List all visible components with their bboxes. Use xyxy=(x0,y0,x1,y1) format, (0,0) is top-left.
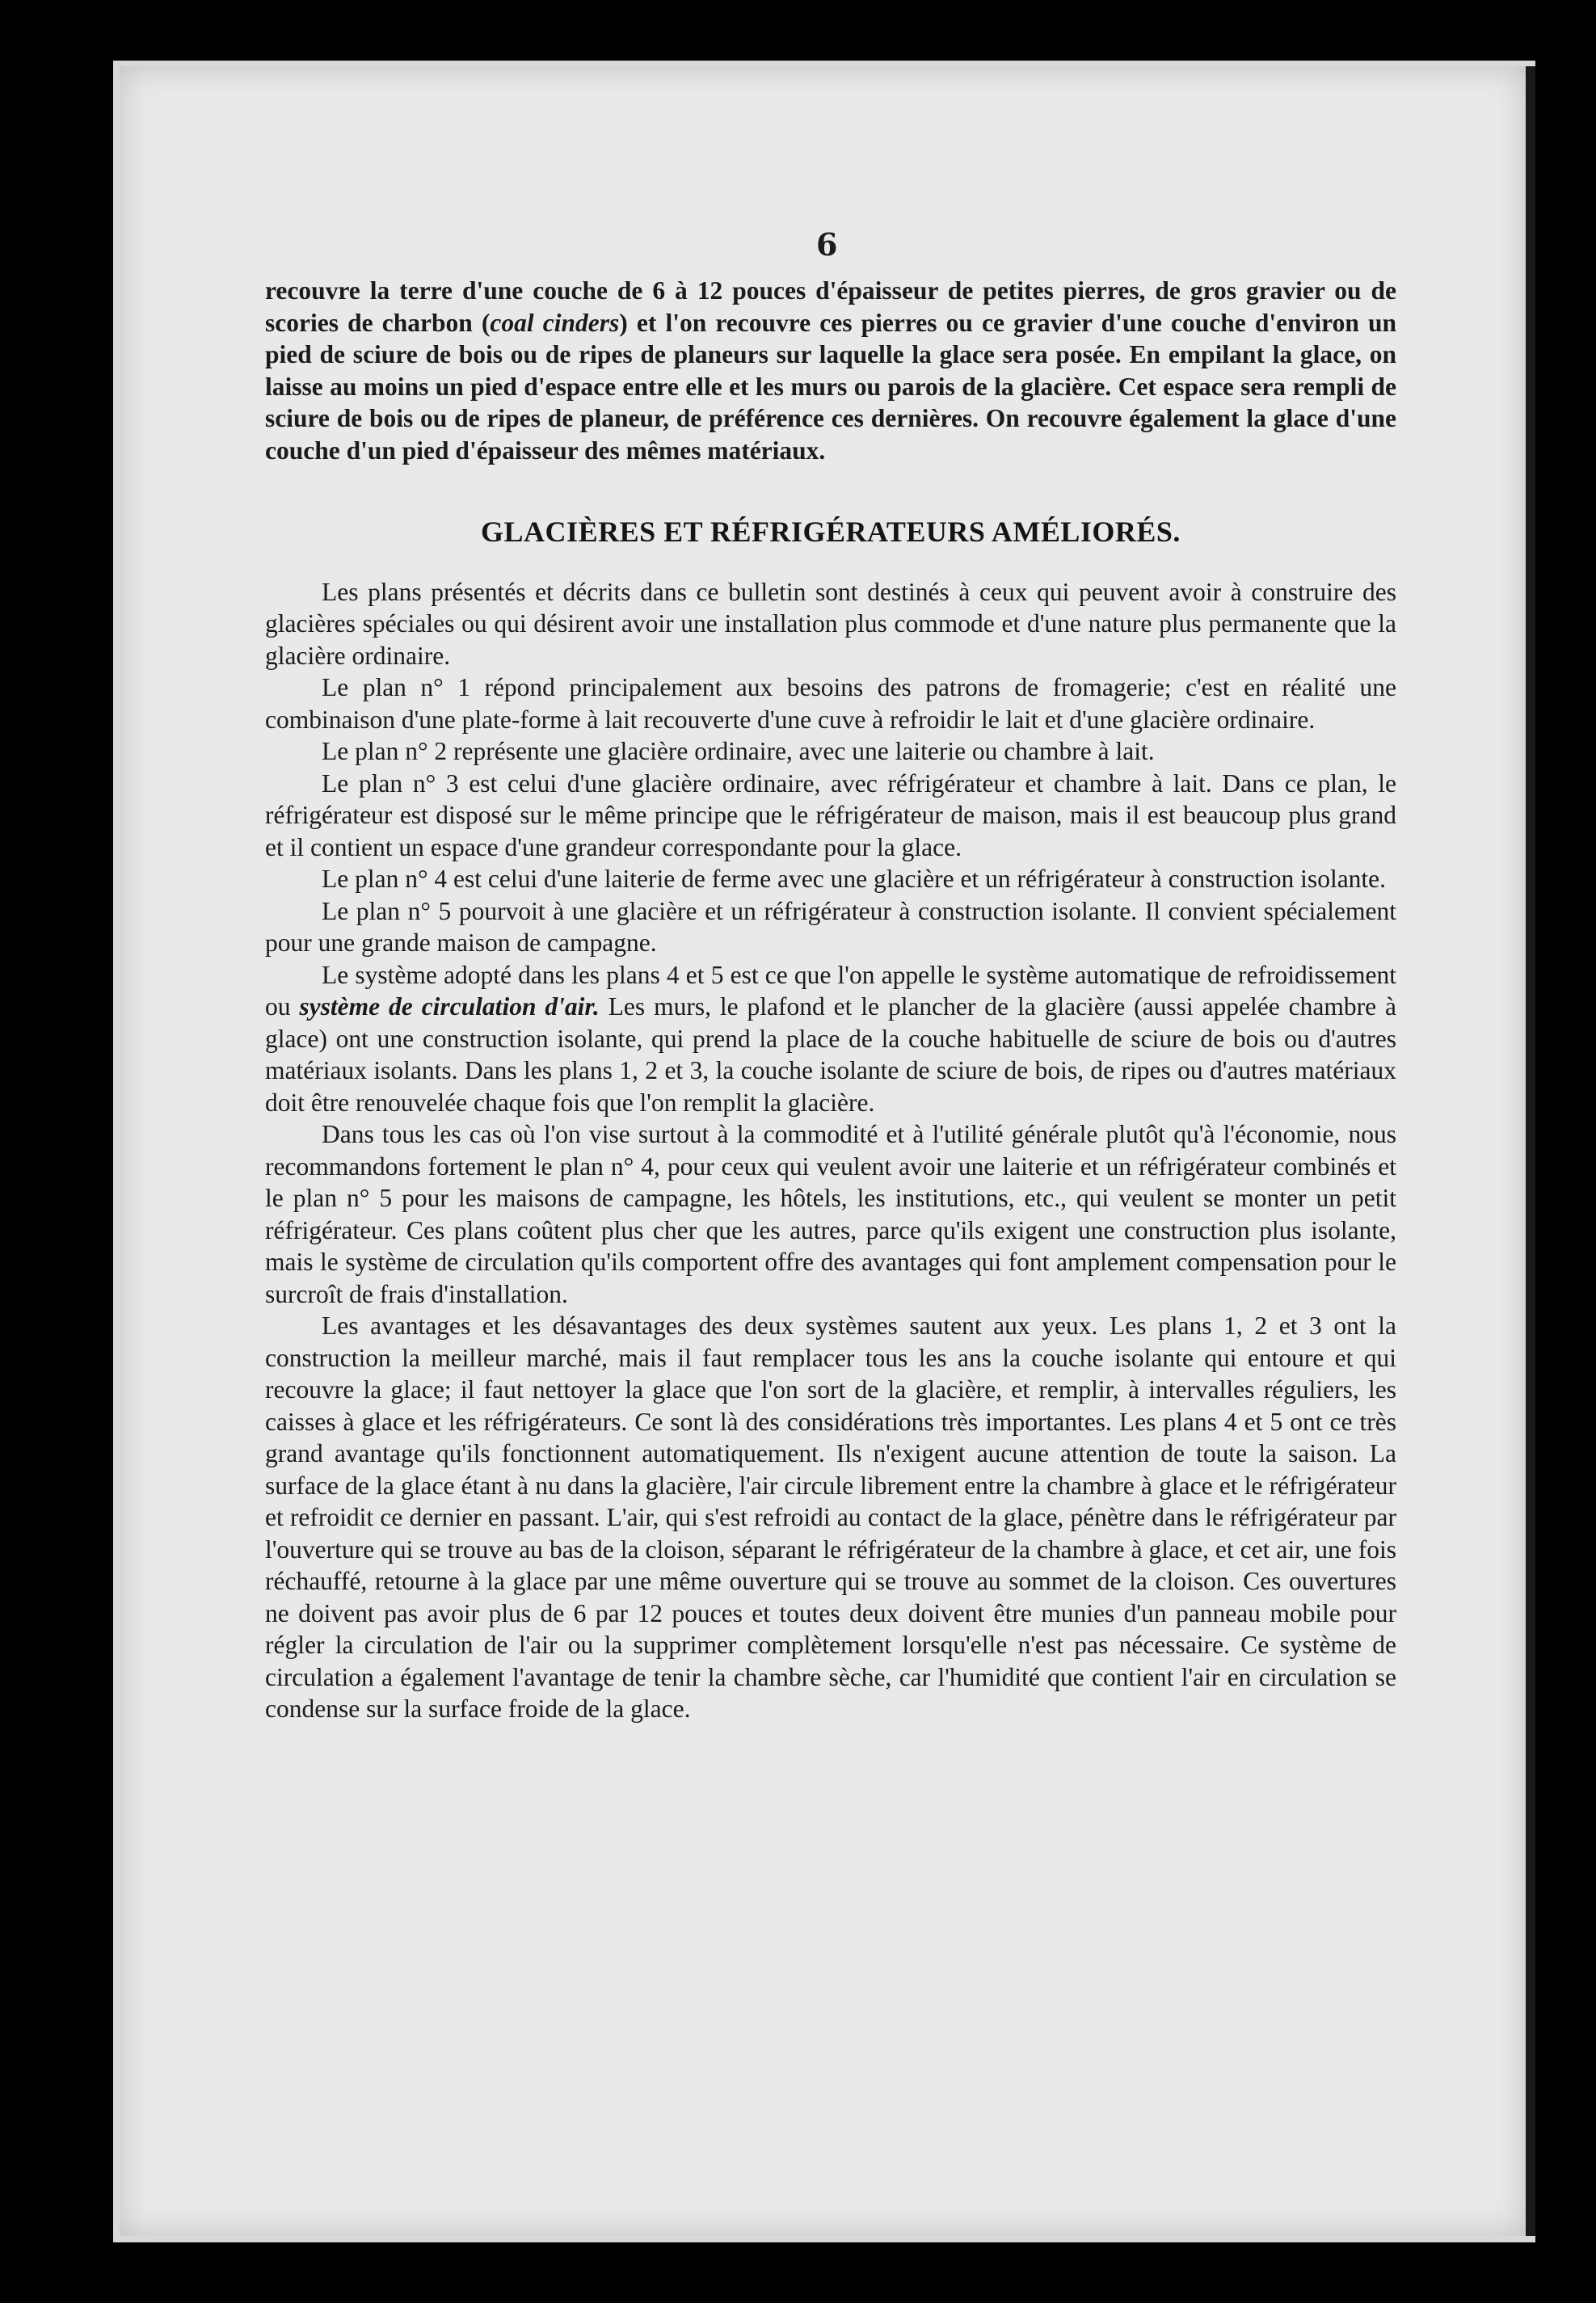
paragraph-plan-1: Le plan n° 1 répond principalement aux besoins des patrons de fromagerie; c'est en réalité une combinaison d'une plate-forme à lait recouverte d'une cuve à refroidir le lait et d'une glacière ordinaire. xyxy=(265,673,1396,734)
system-text-b: Les murs, le plafond et le plancher de la glacière (aussi appelée chambre à glace) ont une construction isolante, qui prend la place de la couche habituelle de sciure de bois ou d'autres matériaux isolants. Dans les plans 1, 2 et 3, la couche isolante de sciure de bois, de ripes ou d'autres matériaux doit être renouvelée chaque fois que l'on remplit la glacière. xyxy=(265,992,1396,1117)
system-italic-term: système de circulation d'air. xyxy=(299,992,600,1021)
page-number: 6 xyxy=(816,226,838,263)
paragraph-advantages: Les avantages et les désavantages des deux systèmes sautent aux yeux. Les plans 1, 2 et 3 ont la construction la meilleur marché, mais il faut remplacer tous les ans la couche isolante qui entoure et qui recouvre la glace; il faut nettoyer la glace que l'on sort de la glacière, et remplir, à intervalles réguliers, les caisses à glace et les réfrigérateurs. Ce sont là des considérations très importantes. Les plans 4 et 5 ont ce très grand avantage qu'ils fonctionnent automatiquement. Ils n'exigent aucune attention de toute la saison. La surface de la glace étant à nu dans la glacière, l'air circule librement entre la chambre à glace et le réfrigérateur et refroidit ce dernier en passant. L'air, qui s'est refroidi au contact de la glace, pénètre dans le réfrigérateur par l'ouverture qui se trouve au bas de la cloison, séparant le réfrigérateur de la chambre à glace, et cet air, une fois réchauffé, retourne à la glace par une même ouverture qui se trouve au sommet de la cloison. Ces ouvertures ne doivent pas avoir plus de 6 par 12 pouces et toutes deux doivent être munies d'un panneau mobile pour régler la circulation de l'air ou la supprimer complètement lorsqu'elle n'est pas nécessaire. Ce système de circulation a également l'avantage de tenir la chambre sèche, car l'humidité que contient l'air en circulation se condense sur la surface froide de la glace. xyxy=(265,1311,1396,1723)
paragraph-plans-intro: Les plans présentés et décrits dans ce bulletin sont destinés à ceux qui peuvent avoir à construire des glacières spéciales ou qui désirent avoir une installation plus commode et d'une nature plus permanente que la glacière ordinaire. xyxy=(265,577,1396,670)
system-text-a: Le système adopté dans les plans 4 et 5 est ce que l'on appelle le système automatique de refroidissement ou xyxy=(265,960,1396,1021)
paragraph-system xyxy=(265,959,1396,1119)
intro-italic-term: coal cinders xyxy=(490,308,620,337)
paragraph-plan-4: Le plan n° 4 est celui d'une laiterie de ferme avec une glacière et un réfrigérateur à construction isolante. xyxy=(322,865,1387,893)
paragraph-plan-2: Le plan n° 2 représente une glacière ordinaire, avec une laiterie ou chambre à lait. xyxy=(322,737,1155,765)
section-heading: GLACIÈRES ET RÉFRIGÉRATEURS AMÉLIORÉS. xyxy=(481,516,1181,548)
intro-text-b: ) et l'on recouvre ces pierres ou ce gravier d'une couche d'environ un pied de sciure de bois ou de ripes de planeurs sur laquelle la glace sera posée. En empilant la glace, on laisse au moins un pied d'espace entre elle et les murs ou parois de la glacière. Cet espace sera rempli de sciure de bois ou de ripes de planeur, de préférence ces dernières. On recouvre également la glace d'une couche d'un pied d'épaisseur des mêmes matériaux. xyxy=(265,308,1397,465)
intro-paragraph xyxy=(265,275,1396,466)
paragraph-recommendation: Dans tous les cas où l'on vise surtout à la commodité et à l'utilité générale plutôt qu'à l'économie, nous recommandons fortement le plan n° 4, pour ceux qui veulent avoir une laiterie et un réfrigérateur combinés et le plan n° 5 pour les maisons de campagne, les hôtels, les institutions, etc., qui veulent se monter un petit réfrigérateur. Ces plans coûtent plus cher que les autres, parce qu'ils exigent une construction plus isolante, mais le système de circulation qu'ils comportent offre des avantages qui font amplement compensation pour le surcroît de frais d'installation. xyxy=(265,1120,1396,1308)
paragraph-plan-5: Le plan n° 5 pourvoit à une glacière et un réfrigérateur à construction isolante. Il convient spécialement pour une grande maison de campagne. xyxy=(265,896,1396,957)
page-right-edge xyxy=(1526,66,1535,2236)
paragraph-plan-3: Le plan n° 3 est celui d'une glacière ordinaire, avec réfrigérateur et chambre à lait. Dans ce plan, le réfrigérateur est disposé sur le même principe que le réfrigérateur de maison, mais il est beaucoup plus grand et il contient un espace d'une grandeur correspondante pour la glace. xyxy=(265,768,1396,861)
intro-text-a: recouvre la terre d'une couche de 6 à 12 pouces d'épaisseur de petites pierres, de gros gravier ou de scories de charbon ( xyxy=(265,276,1396,337)
body-text xyxy=(265,275,1396,1725)
